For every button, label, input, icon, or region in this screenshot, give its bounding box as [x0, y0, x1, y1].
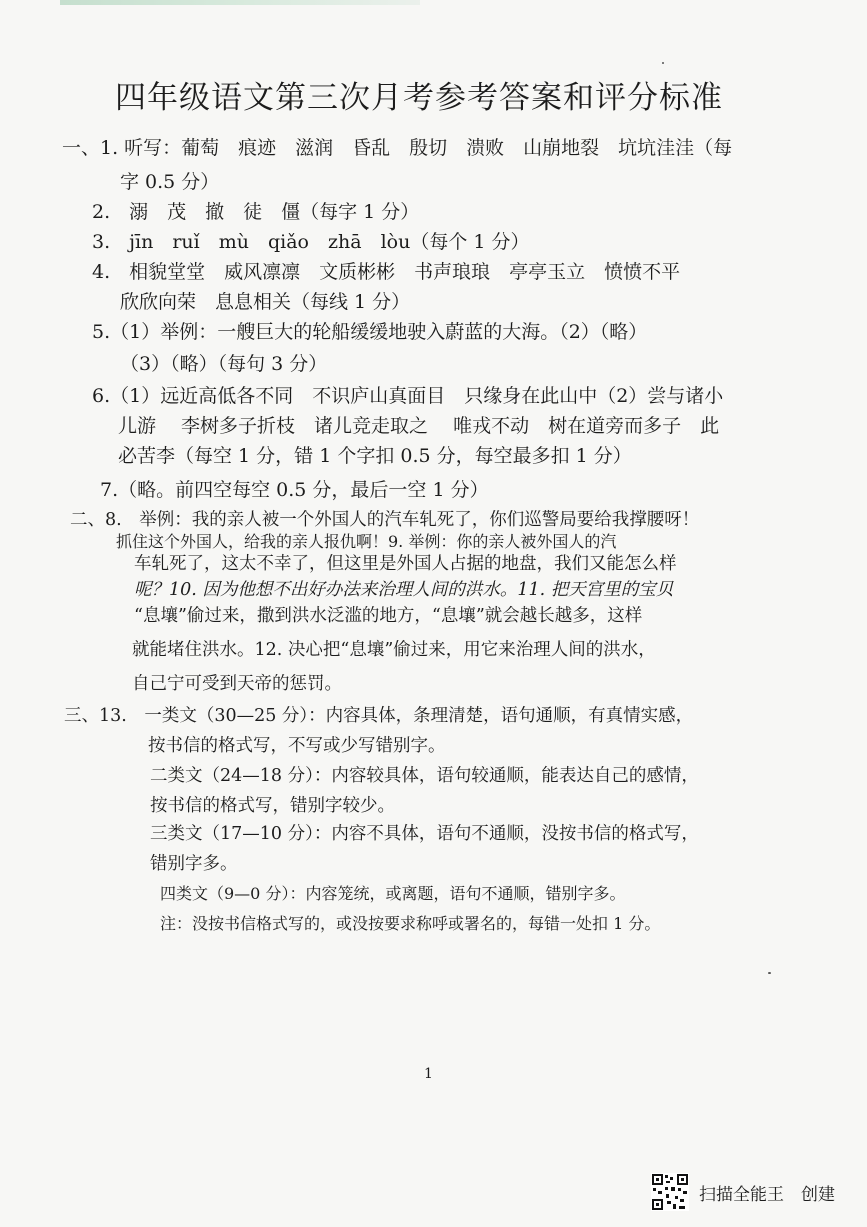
answer-line: 一、1. 听写：葡萄 痕迹 滋润 昏乱 殷切 溃败 山崩地裂 坑坑洼洼（每 — [62, 137, 733, 159]
scan-edge-strip — [60, 0, 420, 5]
answer-line: 5.（1）举例：一艘巨大的轮船缓缓地驶入蔚蓝的大海。（2）（略） — [92, 321, 648, 343]
answer-line: “息壤”偷过来，撒到洪水泛滥的地方，“息壤”就会越长越多，这样 — [134, 606, 643, 626]
scan-speck — [768, 972, 771, 974]
answer-line: 按书信的格式写，错别字较少。 — [150, 796, 395, 816]
qr-code-icon — [651, 1173, 689, 1211]
answer-line: 儿游 李树多子折枝 诸儿竞走取之 唯戎不动 树在道旁而多子 此 — [118, 415, 720, 437]
answer-line: 字 0.5 分） — [120, 171, 220, 193]
answer-line: 就能堵住洪水。12. 决心把“息壤”偷过来，用它来治理人间的洪水， — [132, 640, 656, 660]
answer-line: 抓住这个外国人，给我的亲人报仇啊！9. 举例：你的亲人被外国人的汽 — [116, 532, 617, 551]
answer-line: 2. 溺 茂 撤 徒 僵（每字 1 分） — [92, 201, 420, 223]
answer-line: 错别字多。 — [150, 854, 238, 874]
page-title: 四年级语文第三次月考参考答案和评分标准 — [115, 80, 723, 116]
answer-line: 4. 相貌堂堂 威风凛凛 文质彬彬 书声琅琅 亭亭玉立 愤愤不平 — [92, 261, 681, 283]
scanner-watermark — [651, 1173, 835, 1211]
answer-line: 注：没按书信格式写的，或没按要求称呼或署名的，每错一处扣 1 分。 — [160, 914, 661, 933]
page-number: 1 — [424, 1066, 433, 1082]
answer-line: 7.（略。前四空每空 0.5 分，最后一空 1 分） — [100, 479, 489, 501]
answer-line: 三、13. 一类文（30—25 分）：内容具体，条理清楚，语句通顺，有真情实感， — [64, 706, 694, 726]
answer-line: 二、8. 举例：我的亲人被一个外国人的汽车轧死了，你们巡警局要给我撑腰呀！ — [70, 510, 700, 530]
scanner-app-label: 扫描全能王 创建 — [699, 1184, 835, 1205]
answer-line: 二类文（24—18 分）：内容较具体，语句较通顺，能表达自己的感情， — [150, 766, 699, 786]
answer-line: 按书信的格式写，不写或少写错别字。 — [148, 736, 446, 756]
answer-line: 6.（1）远近高低各不同 不识庐山真面目 只缘身在此山中（2）尝与诸小 — [92, 385, 724, 407]
answer-line: 必苦李（每空 1 分，错 1 个字扣 0.5 分，每空最多扣 1 分） — [118, 445, 632, 467]
answer-line: 欣欣向荣 息息相关（每线 1 分） — [120, 291, 411, 313]
answer-line: 四类文（9—0 分）：内容笼统，或离题，语句不通顺，错别字多。 — [160, 884, 626, 903]
answer-line: 自己宁可受到天帝的惩罚。 — [132, 674, 342, 694]
answer-line: 三类文（17—10 分）：内容不具体，语句不通顺，没按书信的格式写， — [150, 824, 699, 844]
answer-line: （3）（略）（每句 3 分） — [120, 353, 328, 375]
answer-line: 3. jīn ruǐ mù qiǎo zhā lòu（每个 1 分） — [92, 231, 530, 253]
answer-line: 呢？10. 因为他想不出好办法来治理人间的洪水。11. 把天宫里的宝贝 — [134, 580, 674, 600]
answer-line: 车轧死了，这太不幸了，但这里是外国人占据的地盘，我们又能怎么样 — [134, 554, 677, 574]
scan-speck — [662, 62, 664, 64]
